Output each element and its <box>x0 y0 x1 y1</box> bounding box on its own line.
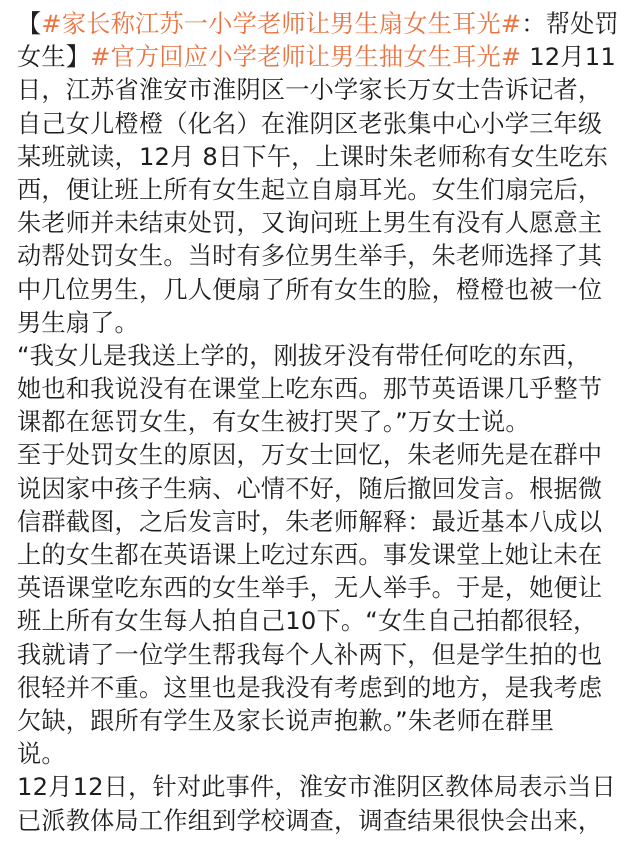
post-text: 西，便让班上所有女生起立自扇耳光。女生们扇完后， <box>17 175 603 204</box>
post-line <box>17 439 627 472</box>
post-text: 班上所有女生每人拍自己10下。“女生自己拍都很轻， <box>17 607 598 636</box>
post-text: 已派教体局工作组到学校调查，调查结果很快会出来， <box>17 806 603 835</box>
post-text: 信群截图，之后发言时，朱老师解释：最近基本八成以 <box>17 507 603 536</box>
hashtag-link[interactable]: #家长称江苏一小学老师让男生扇女生耳光# <box>41 10 522 38</box>
post-line <box>17 639 627 672</box>
post-text: 动帮处罚女生。当时有多位男生举手，朱老师选择了其 <box>17 242 603 271</box>
post-line <box>17 207 627 240</box>
post-text: ：帮处罚 <box>521 10 619 38</box>
post-text: 日，江苏省淮安市淮阴区一小学家长万女士告诉记者， <box>17 76 603 105</box>
post-text: 英语课堂吃东西的女生举手，无人举手。于是，她便让 <box>17 574 603 603</box>
post-text: 朱老师并未结束处罚，又询问班上男生有没有人愿意主 <box>17 209 603 238</box>
post-line <box>17 572 627 605</box>
post-line <box>17 174 627 207</box>
post-line <box>17 274 627 307</box>
post-text: 12月11 <box>521 43 616 72</box>
post-line <box>17 672 627 705</box>
post-line <box>17 705 627 738</box>
post-text: 说因家中孩子生病、心情不好，随后撤回发言。根据微 <box>17 474 603 503</box>
post-line <box>17 605 627 638</box>
post-line <box>17 738 627 771</box>
post-text: 很轻并不重。这里也是我没有考虑到的地方，是我考虑 <box>17 673 603 702</box>
post-line <box>17 771 627 804</box>
post-line <box>17 74 627 107</box>
post-line <box>17 406 627 439</box>
post-line <box>17 340 627 373</box>
post-text: “我女儿是我送上学的，刚拔牙没有带任何吃的东西， <box>17 341 591 370</box>
post-body <box>17 8 627 838</box>
post-line <box>17 8 627 41</box>
post-line <box>17 373 627 406</box>
post-line <box>17 108 627 141</box>
post-line <box>17 141 627 174</box>
post-text: 男生扇了。 <box>17 308 139 337</box>
post-text: 自己女儿橙橙（化名）在淮阴区老张集中心小学三年级 <box>17 109 603 138</box>
post-text: 说。 <box>17 740 66 769</box>
post-text: 女生】 <box>17 43 91 72</box>
post-text: 我就请了一位学生帮我每个人补两下，但是学生拍的也 <box>17 640 603 669</box>
hashtag-link[interactable]: #官方回应小学老师让男生抽女生耳光# <box>90 43 522 72</box>
post-line <box>17 240 627 273</box>
post-line <box>17 41 627 74</box>
post-line <box>17 506 627 539</box>
post-text: 12月12日，针对此事件，淮安市淮阴区教体局表示当日 <box>17 773 616 802</box>
post-text: 中几位男生，几人便扇了所有女生的脸，橙橙也被一位 <box>17 275 603 304</box>
post-text: 至于处罚女生的原因，万女士回忆，朱老师先是在群中 <box>17 441 603 470</box>
post-line <box>17 307 627 340</box>
post-text: 她也和我说没有在课堂上吃东西。那节英语课几乎整节 <box>17 375 603 404</box>
post-line <box>17 473 627 506</box>
post-text: 上的女生都在英语课上吃过东西。事发课堂上她让未在 <box>17 541 603 569</box>
post-text: 【 <box>17 10 42 38</box>
post-line <box>17 805 627 838</box>
post-text: 欠缺，跟所有学生及家长说声抱歉。”朱老师在群里 <box>17 706 555 735</box>
post-text: 课都在惩罚女生，有女生被打哭了。”万女士说。 <box>17 408 530 437</box>
post-line <box>17 539 627 572</box>
post-text: 某班就读，12月 8日下午，上课时朱老师称有女生吃东 <box>17 142 609 171</box>
